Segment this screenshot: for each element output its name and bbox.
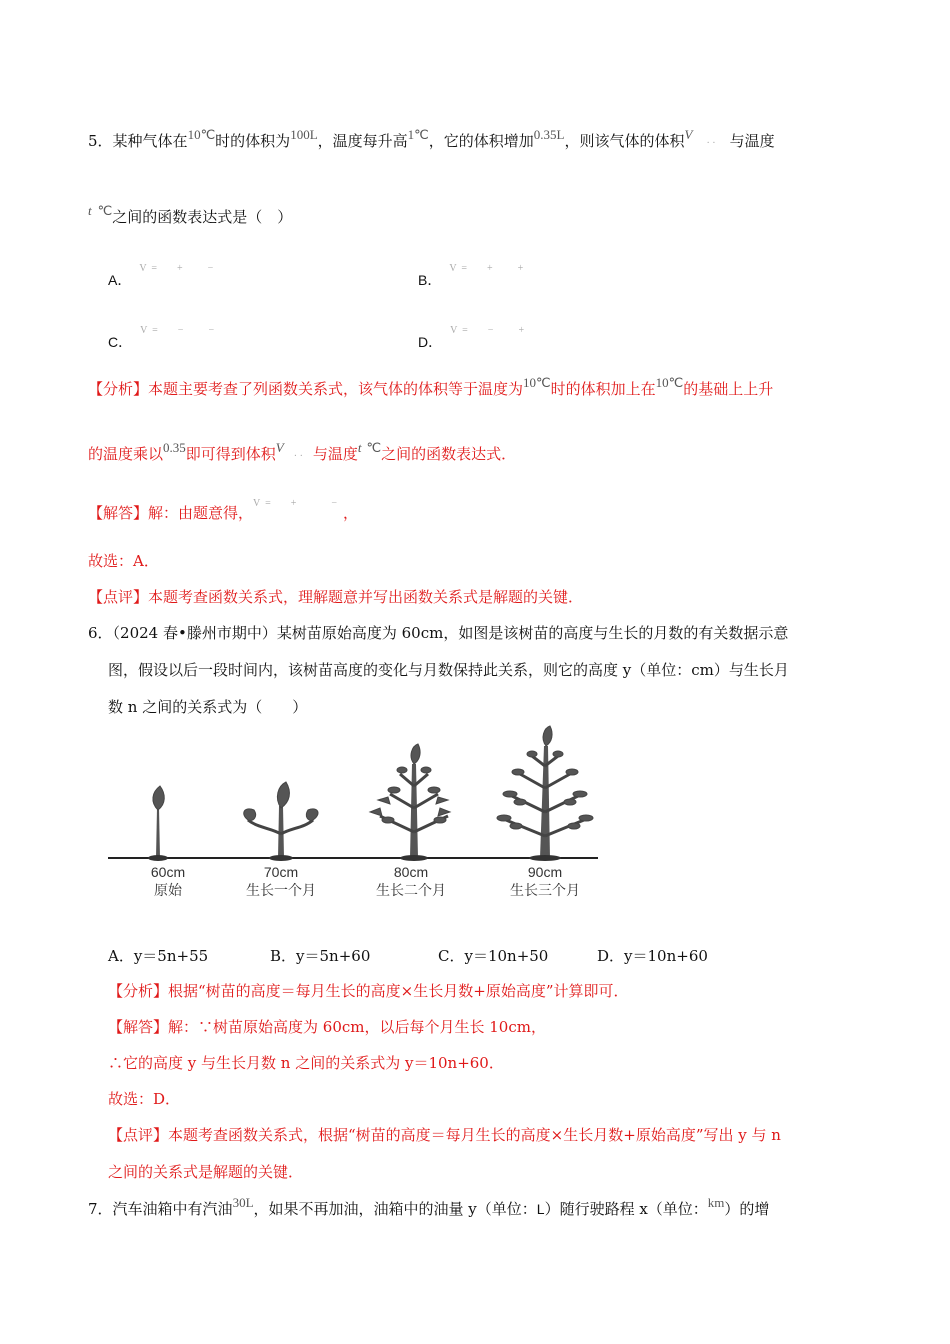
stage-label-3 xyxy=(366,864,456,900)
q6-line3: 数 n 之间的关系式为（ ） xyxy=(108,698,308,716)
q5-option-d[interactable] xyxy=(418,318,525,350)
q5-comment xyxy=(88,586,583,607)
q6-choice: 故选：D． xyxy=(108,1090,181,1108)
q5-text: 某种气体在 xyxy=(112,132,188,150)
q5-number: 5． xyxy=(88,132,113,150)
option-label: D． xyxy=(418,334,443,350)
q5-text: ，则该气体的体积 xyxy=(564,132,685,150)
analysis-text: 的基础上上升 xyxy=(683,380,774,398)
comment-tag: 【点评】 xyxy=(108,1126,169,1144)
comment-text: 本题考查函数关系式，根据“树苗的高度＝每月生长的高度×生长月数+原始高度”写出 y 与 n xyxy=(168,1126,781,1144)
analysis-text: 本题主要考查了列函数关系式，该气体的体积等于温度为 xyxy=(148,380,524,398)
analysis-text: 即可得到体积 xyxy=(185,445,276,463)
q6-line1 xyxy=(88,622,788,643)
q6-option-b[interactable]: B．y＝5n+60 xyxy=(270,947,371,965)
seedling-stage-1 xyxy=(148,786,168,861)
q5-choice: 故选：A． xyxy=(88,552,159,570)
comment-tag: 【点评】 xyxy=(88,588,149,606)
seedling-stage-4 xyxy=(497,726,593,861)
q5-math-unit: ℃ xyxy=(97,203,113,218)
analysis-text: 时的体积加上在 xyxy=(550,380,656,398)
q5-analysis-line1 xyxy=(88,375,774,399)
analysis-math: 10℃ xyxy=(655,375,684,390)
q6-answer-line1 xyxy=(108,1016,546,1037)
q6-option-a[interactable]: A．y＝5n+55 xyxy=(108,947,209,965)
q5-option-c[interactable] xyxy=(108,318,215,350)
option-formula: V = + − xyxy=(139,263,214,274)
stage-caption: 生长三个月 xyxy=(510,882,580,898)
stage-caption: 原始 xyxy=(154,882,182,898)
comment-text: 本题考查函数关系式，理解题意并写出函数关系式是解题的关键． xyxy=(148,588,584,606)
q6-option-c[interactable]: C．y＝10n+50 xyxy=(438,947,549,965)
stage-label-4 xyxy=(500,864,590,900)
option-formula: V = + + xyxy=(449,263,524,274)
q7-line1 xyxy=(88,1195,770,1219)
q7-math: 30L xyxy=(232,1195,254,1210)
q5-line2 xyxy=(88,203,293,227)
stage-label-2 xyxy=(236,864,326,900)
analysis-math: ℃ xyxy=(366,440,382,455)
answer-text: 解：由题意得， xyxy=(148,504,254,522)
analysis-text: 根据“树苗的高度＝每月生长的高度×生长月数+原始高度”计算即可． xyxy=(168,982,629,1000)
analysis-text: 之间的函数表达式． xyxy=(381,445,517,463)
stage-caption: 生长二个月 xyxy=(376,882,446,898)
option-label: B． xyxy=(418,272,442,288)
answer-tag: 【解答】 xyxy=(88,504,149,522)
stage-caption: 生长一个月 xyxy=(246,882,316,898)
option-label: A． xyxy=(108,272,132,288)
stage-height: 90cm xyxy=(527,864,563,880)
q6-option-d[interactable]: D．y＝10n+60 xyxy=(597,947,708,965)
analysis-math: 10℃ xyxy=(523,375,551,390)
seedling-stage-3 xyxy=(370,744,450,861)
analysis-math: t xyxy=(357,440,362,455)
analysis-math: V xyxy=(275,440,284,455)
q7-text: ）的增 xyxy=(724,1200,770,1218)
analysis-tag: 【分析】 xyxy=(88,380,149,398)
q7-text: ）随行驶路程 x（单位： xyxy=(544,1200,708,1218)
q5-option-a[interactable] xyxy=(108,256,214,288)
seedling-stage-2 xyxy=(244,782,318,861)
stage-height: 60cm xyxy=(150,864,186,880)
q5-answer xyxy=(88,498,359,523)
q7-math: L xyxy=(536,1201,545,1217)
option-formula: V = − − xyxy=(140,325,215,336)
option-formula: V = − + xyxy=(450,325,525,336)
analysis-text: 与温度 xyxy=(312,445,358,463)
q5-math-t: t xyxy=(88,203,92,218)
q5-text: ，温度每升高 xyxy=(317,132,408,150)
q5-math: V xyxy=(684,127,693,142)
q6-comment-line1 xyxy=(108,1124,781,1145)
answer-formula: V = + − xyxy=(253,498,337,509)
q5-text: ，它的体积增加 xyxy=(428,132,534,150)
q6-line2: 图，假设以后一段时间内，该树苗高度的变化与月数保持此关系，则它的高度 y（单位：cm）与生长月 xyxy=(108,661,789,679)
q5-option-b[interactable] xyxy=(418,256,524,288)
stage-height: 80cm xyxy=(393,864,429,880)
stage-height: 70cm xyxy=(263,864,299,880)
analysis-tag: 【分析】 xyxy=(108,982,169,1000)
q6-answer-line2: ∴它的高度 y 与生长月数 n 之间的关系式为 y＝10n+60． xyxy=(108,1054,504,1072)
q6-text: （2024 春•滕州市期中）某树苗原始高度为 60cm，如图是该树苗的高度与生长的月数的有关数据示意 xyxy=(112,624,789,642)
q5-text: 时的体积为 xyxy=(215,132,291,150)
q7-math: km xyxy=(707,1195,725,1210)
q5-math: 1℃ xyxy=(407,127,429,142)
analysis-text: 的温度乘以 xyxy=(88,445,164,463)
q5-question-end: 之间的函数表达式是（ ） xyxy=(112,208,293,226)
q5-line1: 5．某种气体在10℃时的体积为100L，温度每升高1℃，它的体积增加0.35L，则该气体的体积V· · 与温度 xyxy=(88,127,775,150)
option-label: C． xyxy=(108,334,133,350)
q6-analysis xyxy=(108,980,629,1001)
q5-math: 10℃ xyxy=(187,127,216,142)
seedling-figure xyxy=(108,724,598,906)
q7-text: ，如果不再加油，油箱中的油量 y（单位： xyxy=(253,1200,537,1218)
answer-text: 解：∵树苗原始高度为 60cm，以后每个月生长 10cm， xyxy=(168,1018,546,1036)
q5-math: 0.35L xyxy=(533,127,565,142)
q5-math: 100L xyxy=(290,127,318,142)
answer-tag: 【解答】 xyxy=(108,1018,169,1036)
q6-number: 6． xyxy=(88,624,113,642)
analysis-math: 0.35 xyxy=(163,440,186,455)
q7-text: 汽车油箱中有汽油 xyxy=(112,1200,233,1218)
q7-number: 7． xyxy=(88,1200,113,1218)
q5-analysis-line2: 的温度乘以0.35即可得到体积V· · 与温度t ℃之间的函数表达式． xyxy=(88,440,517,463)
q6-comment-line2: 之间的关系式是解题的关键． xyxy=(108,1163,304,1181)
q5-text: 与温度 xyxy=(729,132,775,150)
answer-text: ， xyxy=(343,504,359,522)
stage-label-1 xyxy=(138,864,198,900)
